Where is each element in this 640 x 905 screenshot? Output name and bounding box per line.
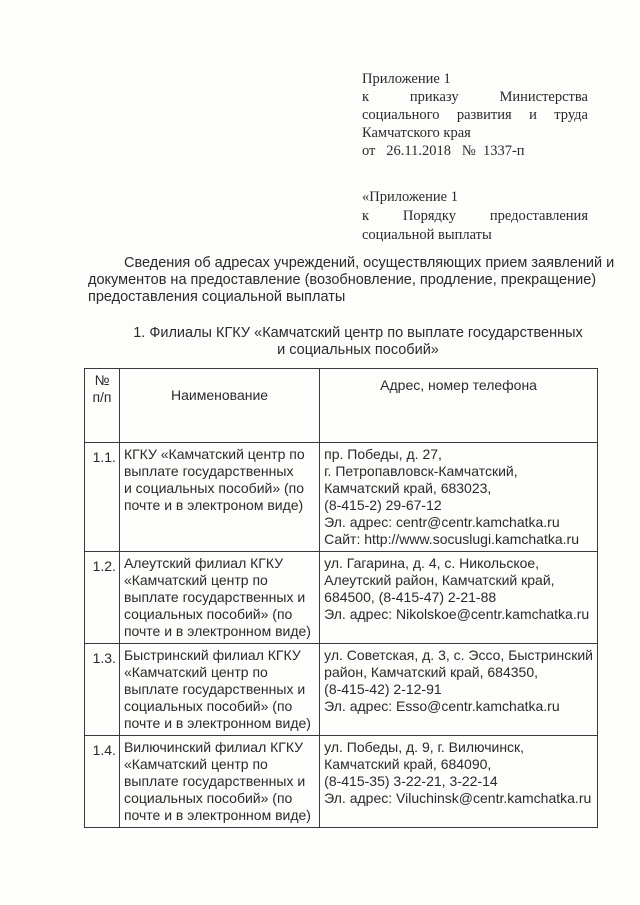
name-line: и социальных пособий» (по: [123, 480, 305, 496]
address-line: Эл. адрес: Esso@centr.kamchatka.ru: [324, 698, 560, 714]
name-line: КГКУ «Камчатский центр по: [123, 446, 305, 462]
address-line: Камчатский край, 683023,: [324, 480, 492, 496]
appendix-word: социального: [362, 107, 440, 123]
section-title-line: и социальных пособий»: [277, 342, 439, 358]
appendix-word: приказу: [409, 89, 459, 105]
appendix-word: к: [362, 89, 370, 105]
appendix-ministry-line: [362, 106, 588, 124]
address-line: район, Камчатский край, 684350,: [324, 664, 538, 680]
name-line: «Камчатский центр по: [123, 756, 268, 772]
row-institution-name: [119, 552, 319, 644]
appendix2-word: Порядку: [402, 208, 456, 224]
appendix-word: развития: [456, 107, 512, 123]
address-line: г. Петропавловск-Камчатский,: [324, 463, 518, 479]
address-line: Сайт: http://www.socuslugi.kamchatka.ru: [324, 531, 579, 547]
table-header-row: [85, 369, 598, 443]
name-line: выплате государственных: [123, 463, 294, 479]
header-address: Адрес, номер телефона: [320, 369, 598, 443]
address-line: Эл. адрес: Viluchinsk@centr.kamchatka.ru: [324, 790, 592, 806]
row-number: 1.3.: [85, 644, 120, 736]
address-line: ул. Гагарина, д. 4, с. Никольское,: [324, 555, 540, 571]
appendix-region-line: Камчатского края: [362, 125, 471, 141]
appendix-date: 26.11.2018: [386, 143, 451, 159]
address-line: (8-415-42) 2-12-91: [324, 681, 442, 697]
address-line: Алеутский район, Камчатский край,: [324, 572, 555, 588]
table-row: [85, 644, 598, 736]
name-line: социальных пособий» (по: [123, 790, 293, 806]
address-line: ул. Советская, д. 3, с. Эссо, Быстринский: [324, 647, 593, 663]
name-line: Алеутский филиал КГКУ: [123, 555, 284, 571]
appendix-no: №: [461, 143, 476, 159]
appendix-date-line: [362, 142, 588, 160]
intro-line: Сведения об адресах учреждений, осуществляющих прием заявлений и: [124, 255, 615, 271]
name-line: выплате государственных и: [123, 589, 306, 605]
address-line: (8-415-2) 29-67-12: [324, 497, 442, 513]
name-line: почте и в электроном виде): [123, 497, 304, 513]
name-line: выплате государственных и: [123, 681, 306, 697]
address-line: (8-415-35) 3-22-21, 3-22-14: [324, 773, 498, 789]
appendix2-word: предоставления: [489, 208, 588, 224]
header-name: Наименование: [119, 369, 319, 443]
address-line: ул. Победы, д. 9, г. Вилючинск,: [324, 739, 525, 755]
address-line: Камчатский край, 684090,: [324, 756, 492, 772]
name-line: «Камчатский центр по: [123, 572, 268, 588]
appendix-title: Приложение 1: [362, 71, 451, 87]
appendix-order-line: [362, 88, 588, 106]
appendix-header: [362, 70, 588, 160]
name-line: почте и в электронном виде): [123, 807, 311, 823]
appendix-from: от: [362, 143, 376, 159]
row-address: [320, 443, 598, 552]
appendix-number: 1337-п: [482, 143, 525, 159]
name-line: «Камчатский центр по: [123, 664, 268, 680]
appendix2-procedure-line: [362, 207, 588, 226]
branches-table: [84, 368, 598, 828]
address-line: Эл. адрес: centr@centr.kamchatka.ru: [324, 514, 560, 530]
appendix-word: и: [529, 107, 537, 123]
row-institution-name: [119, 736, 319, 828]
appendix-word: Министерства: [499, 89, 588, 105]
name-line: почте и в электронном виде): [123, 715, 311, 731]
row-address: [320, 736, 598, 828]
intro-line: документов на предоставление (возобновление, продление, прекращение): [88, 272, 597, 288]
table-row: [85, 443, 598, 552]
name-line: почте и в электронном виде): [123, 623, 311, 639]
row-institution-name: [119, 644, 319, 736]
row-number: 1.2.: [85, 552, 120, 644]
address-line: Эл. адрес: Nikolskoe@centr.kamchatka.ru: [324, 606, 590, 622]
header-number: № п/п: [85, 369, 120, 443]
name-line: социальных пособий» (по: [123, 698, 293, 714]
row-address: [320, 552, 598, 644]
row-address: [320, 644, 598, 736]
table-row: [85, 736, 598, 828]
appendix-procedure: [362, 188, 588, 245]
appendix2-payment-line: социальной выплаты: [362, 227, 492, 243]
appendix2-word: к: [362, 208, 370, 224]
table-row: [85, 552, 598, 644]
appendix-word: труда: [554, 107, 588, 123]
row-institution-name: [119, 443, 319, 552]
intro-line: предоставления социальной выплаты: [88, 289, 346, 305]
row-number: 1.4.: [85, 736, 120, 828]
intro-paragraph: [88, 255, 615, 306]
section-title: [118, 325, 598, 359]
name-line: социальных пособий» (по: [123, 606, 293, 622]
address-line: пр. Победы, д. 27,: [324, 446, 442, 462]
name-line: Вилючинский филиал КГКУ: [123, 739, 304, 755]
appendix2-title: «Приложение 1: [362, 189, 458, 205]
section-title-line: 1. Филиалы КГКУ «Камчатский центр по выплате государственных: [133, 325, 583, 341]
address-line: 684500, (8-415-47) 2-21-88: [324, 589, 497, 605]
row-number: 1.1.: [85, 443, 120, 552]
name-line: Быстринский филиал КГКУ: [123, 647, 301, 663]
name-line: выплате государственных и: [123, 773, 306, 789]
